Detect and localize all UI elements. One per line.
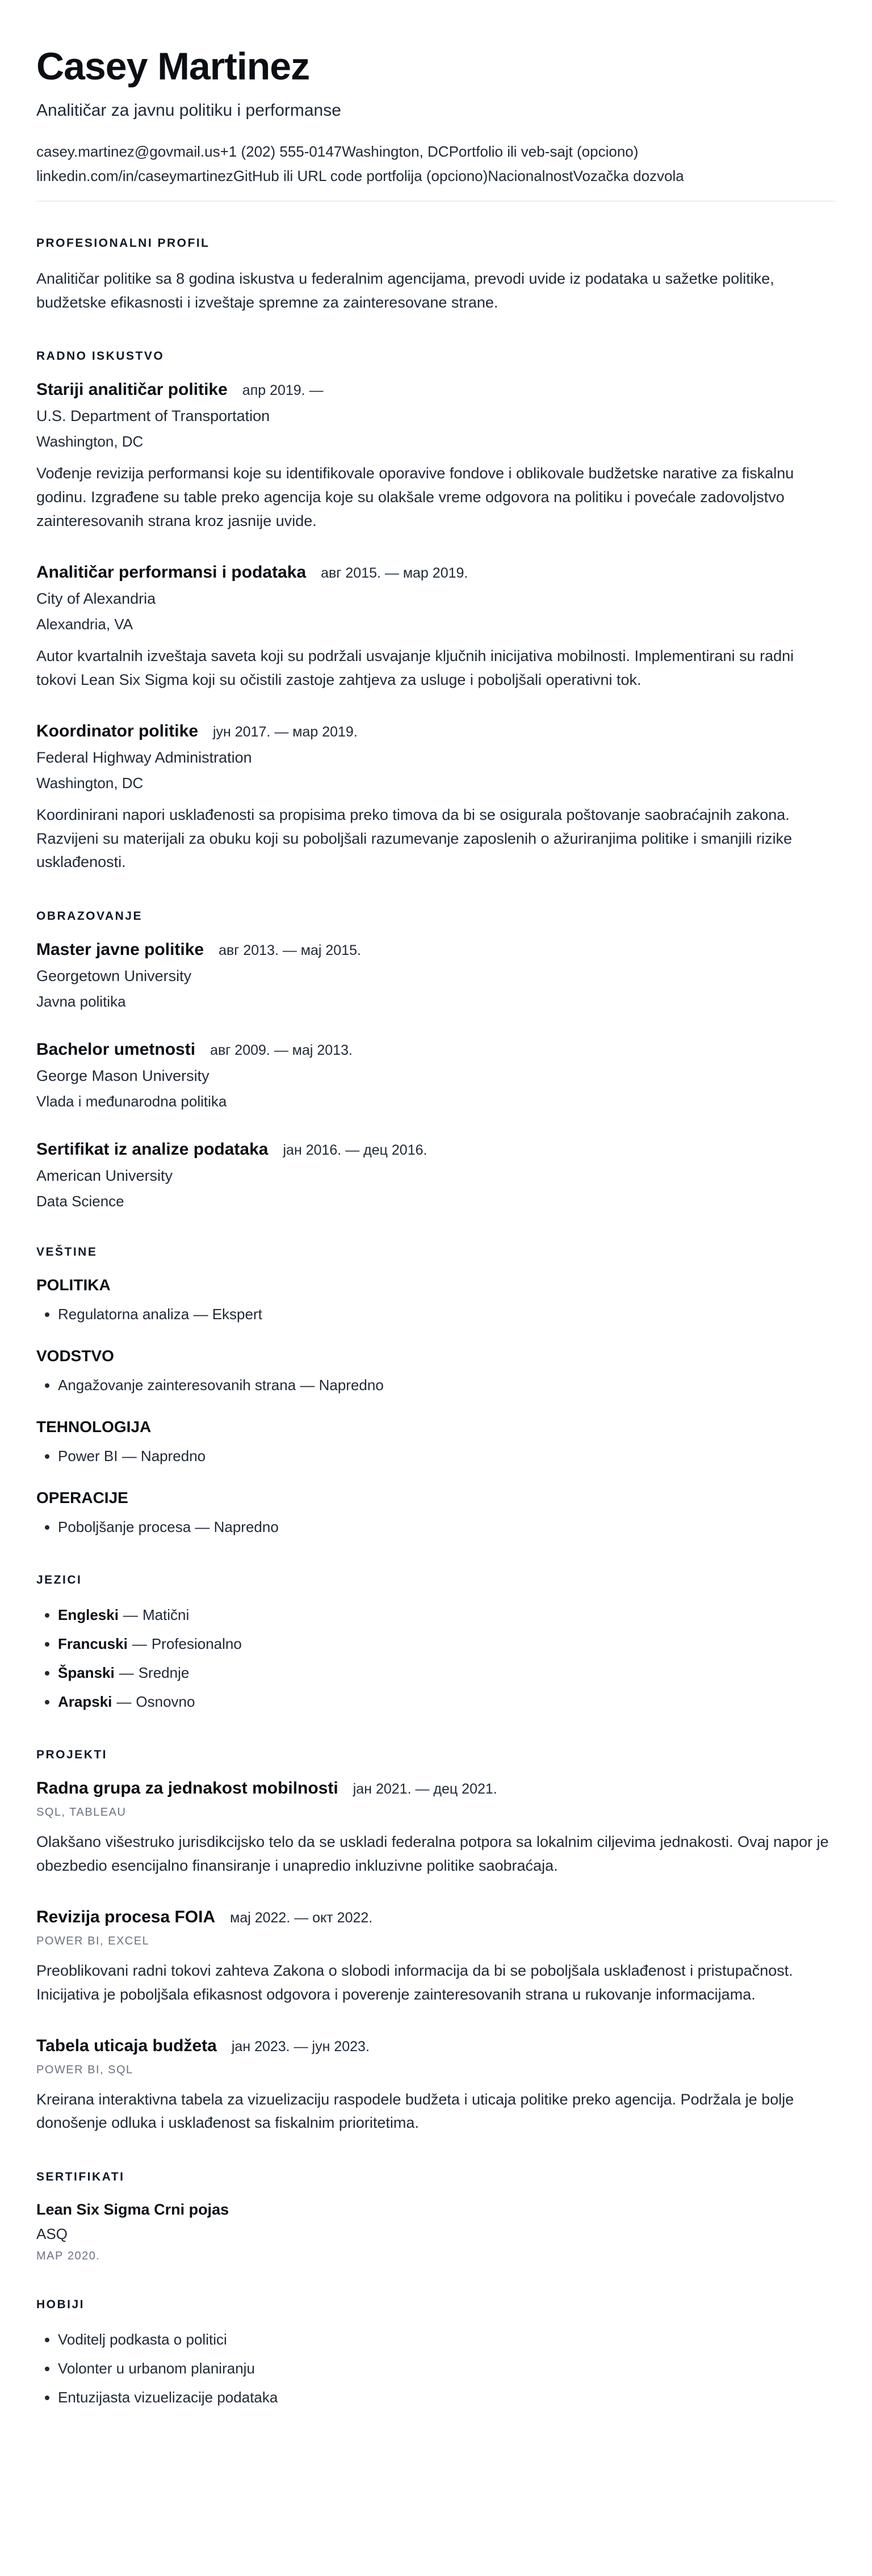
job-dates: јун 2017. — мар 2019. (213, 723, 358, 740)
language-separator: — (132, 1635, 147, 1653)
experience-entry-header (36, 722, 836, 741)
company-name: Federal Highway Administration (36, 748, 252, 766)
degree-title: Master javne politike (36, 940, 204, 959)
language-item (58, 1662, 836, 1684)
project-tech-stack: SQL, TABLEAU (36, 1806, 127, 1819)
project-entry-header (36, 1779, 836, 1798)
job-location: Washington, DC (36, 433, 144, 451)
section-languages (36, 1573, 836, 1713)
project-dates: јан 2023. — јун 2023. (231, 2038, 370, 2055)
skill-list (36, 1516, 836, 1538)
project-entry-header (36, 2036, 836, 2056)
phone-number: +1 (202) 555-0147 (220, 143, 342, 160)
language-name: Španski (58, 1664, 115, 1682)
language-separator: — (119, 1664, 134, 1682)
experience-entry (36, 563, 836, 692)
education-entry-header (36, 1040, 836, 1059)
degree-title: Bachelor umetnosti (36, 1040, 196, 1059)
company-name: City of Alexandria (36, 590, 156, 607)
skill-list (36, 1445, 836, 1467)
skill-category-heading: TEHNOLOGIJA (36, 1418, 152, 1436)
project-description: Olakšano višestruko jurisdikcijsko telo da se uskladi federalna potpora sa lokalnim ciljevima jednakosti. Ovaj napor je obezbedio esencijalno finansiranje i unapredio inkluzivne politike saobraćaja. (36, 1833, 829, 1875)
degree-dates: авг 2009. — мај 2013. (210, 1042, 353, 1059)
degree-dates: јан 2016. — дец 2016. (283, 1142, 427, 1159)
job-description: Koordinirani napori usklađenosti sa propisima preko timova da bi se osigurala poštovanje saobraćajnih zakona. Razvijeni su materijali za obuku koji su poboljšali razumevanje zaposlenih o ažuriranjima politike i smanjili rizike usklađenosti. (36, 806, 793, 871)
candidate-name: Casey Martinez (36, 45, 310, 88)
certification-date: МАР 2020. (36, 2250, 100, 2263)
education-entry-header (36, 940, 836, 959)
language-level: Osnovno (136, 1693, 195, 1711)
job-description: Autor kvartalnih izveštaja saveta koji su podržali usvajanje ključnih inicijativa mobilnosti. Implementirani su radni tokovi Lean Six Sigma koji su očistili zastoje zahtjeva za usluge i poboljšali operativni tok. (36, 647, 794, 688)
project-tech-stack: POWER BI, SQL (36, 2063, 133, 2076)
section-heading-skills: VEŠTINE (36, 1245, 98, 1259)
job-dates: апр 2019. — (242, 382, 324, 399)
language-name: Francuski (58, 1635, 128, 1653)
github-link[interactable]: GitHub ili URL code portfolija (opciono) (233, 167, 488, 184)
school-name: Georgetown University (36, 967, 192, 985)
skill-list (36, 1303, 836, 1325)
project-dates: мај 2022. — окт 2022. (230, 1909, 373, 1926)
hobby-item: • Voditelj podkasta o politici (58, 2329, 836, 2351)
skill-item: • Regulatorna analiza — Ekspert (58, 1303, 836, 1325)
education-entry-header (36, 1140, 836, 1159)
contact-row-2 (36, 164, 836, 188)
company-name: U.S. Department of Transportation (36, 407, 270, 425)
project-description: Preoblikovani radni tokovi zahteva Zakona o slobodi informacija da bi se poboljšala usklađenost i pristupačnost. Inicijativa je poboljšala efikasnost odgovora i poverenje zainteresovanih strana u rukovanje informacijama. (36, 1962, 793, 2003)
language-list (36, 1604, 836, 1713)
language-name: Arapski (58, 1693, 112, 1711)
education-entry (36, 1140, 836, 1210)
skill-category-heading: VODSTVO (36, 1347, 114, 1365)
section-heading-hobbies: HOBIJI (36, 2298, 85, 2312)
project-description: Kreirana interaktivna tabela za vizuelizaciju raspodele budžeta i uticaja politike preko agencija. Podržala je bolje donošenje odluka i usklađenost sa fiskalnim prioritetima. (36, 2090, 794, 2132)
education-entry (36, 1040, 836, 1110)
skill-item: • Angažovanje zainteresovanih strana — Napredno (58, 1374, 836, 1396)
degree-dates: авг 2013. — мај 2015. (219, 942, 361, 959)
job-location: Washington, DC (36, 774, 144, 792)
skill-group (36, 1418, 836, 1467)
experience-entry-header (36, 563, 836, 582)
education-entry (36, 940, 836, 1011)
language-separator: — (123, 1606, 138, 1624)
section-heading-education: OBRAZOVANJE (36, 910, 142, 923)
section-skills (36, 1245, 836, 1538)
skill-list (36, 1374, 836, 1396)
section-heading-profile: PROFESIONALNI PROFIL (36, 236, 210, 250)
job-description: Vođenje revizija performansi koje su identifikovale oporavive fondove i oblikovale budžetske narative za fiskalnu godinu. Izgrađene su table preko agencija koje su olakšale vreme odgovora na politiku i povećale zadovoljstvo zainteresovanih strana kroz jasnije uvide. (36, 465, 794, 530)
school-name: American University (36, 1167, 173, 1185)
project-title: Tabela uticaja budžeta (36, 2036, 217, 2055)
project-entry (36, 1779, 836, 1878)
section-heading-projects: PROJEKTI (36, 1748, 108, 1762)
job-title: Koordinator politike (36, 721, 198, 740)
section-experience (36, 350, 836, 874)
job-dates: авг 2015. — мар 2019. (321, 565, 468, 581)
section-profile (36, 237, 836, 315)
section-heading-certifications: SERTIFIKATI (36, 2170, 125, 2184)
project-entry (36, 1908, 836, 2007)
language-level: Profesionalno (151, 1635, 242, 1653)
job-title: Analitičar performansi i podataka (36, 563, 307, 582)
field-of-study: Javna politika (36, 993, 126, 1011)
skill-group (36, 1347, 836, 1396)
experience-entry (36, 722, 836, 875)
experience-entry-header (36, 380, 836, 399)
hobby-item: • Volonter u urbanom planiranju (58, 2358, 836, 2380)
contact-row-1 (36, 140, 836, 164)
certification-issuer: ASQ (36, 2225, 68, 2243)
language-item (58, 1633, 836, 1655)
linkedin-link[interactable]: linkedin.com/in/caseymartinez (36, 167, 233, 184)
project-entry (36, 2036, 836, 2136)
skill-group (36, 1276, 836, 1325)
skill-category-heading: OPERACIJE (36, 1489, 128, 1507)
skill-item: • Power BI — Napredno (58, 1445, 836, 1467)
hobby-item: • Entuzijasta vizuelizacije podataka (58, 2386, 836, 2409)
resume-header (36, 44, 836, 201)
language-item (58, 1604, 836, 1626)
section-education (36, 910, 836, 1210)
profile-summary: Analitičar politike sa 8 godina iskustva u federalnim agencijama, prevodi uvide iz podataka u sažetke politike, budžetske efikasnosti i izveštaje spremne za zainteresovane strane. (36, 270, 774, 311)
location-text: Washington, DC (342, 143, 449, 160)
project-title: Radna grupa za jednakost mobilnosti (36, 1779, 338, 1798)
skill-item: • Poboljšanje procesa — Napredno (58, 1516, 836, 1538)
language-level: Matični (142, 1606, 190, 1624)
project-dates: јан 2021. — дец 2021. (353, 1781, 497, 1798)
field-of-study: Vlada i međunarodna politika (36, 1093, 227, 1110)
section-hobbies (36, 2298, 836, 2409)
skill-category-heading: POLITIKA (36, 1276, 111, 1294)
email-link[interactable]: casey.martinez@govmail.us (36, 143, 220, 160)
candidate-job-title: Analitičar za javnu politiku i performanse (36, 101, 341, 120)
certification-entry (36, 2201, 836, 2263)
project-entry-header (36, 1908, 836, 1927)
school-name: George Mason University (36, 1067, 209, 1085)
driving-license-text: Vozačka dozvola (573, 167, 684, 184)
language-name: Engleski (58, 1606, 119, 1624)
section-heading-languages: JEZICI (36, 1573, 82, 1587)
nationality-text: Nacionalnost (488, 167, 573, 184)
language-separator: — (116, 1693, 132, 1711)
project-title: Revizija procesa FOIA (36, 1907, 216, 1926)
section-projects (36, 1748, 836, 2135)
degree-title: Sertifikat iz analize podataka (36, 1140, 269, 1159)
project-tech-stack: POWER BI, EXCEL (36, 1934, 150, 1947)
language-level: Srednje (138, 1664, 190, 1682)
experience-entry (36, 380, 836, 533)
section-heading-experience: RADNO ISKUSTVO (36, 350, 165, 363)
field-of-study: Data Science (36, 1193, 124, 1210)
language-item (58, 1691, 836, 1713)
job-location: Alexandria, VA (36, 616, 133, 633)
contact-block (36, 140, 836, 201)
skill-group (36, 1489, 836, 1538)
hobby-list (36, 2329, 836, 2409)
job-title: Stariji analitičar politike (36, 380, 228, 399)
section-certifications (36, 2170, 836, 2263)
certification-name: Lean Six Sigma Crni pojas (36, 2201, 229, 2219)
portfolio-link[interactable]: Portfolio ili veb-sajt (opciono) (448, 143, 639, 160)
